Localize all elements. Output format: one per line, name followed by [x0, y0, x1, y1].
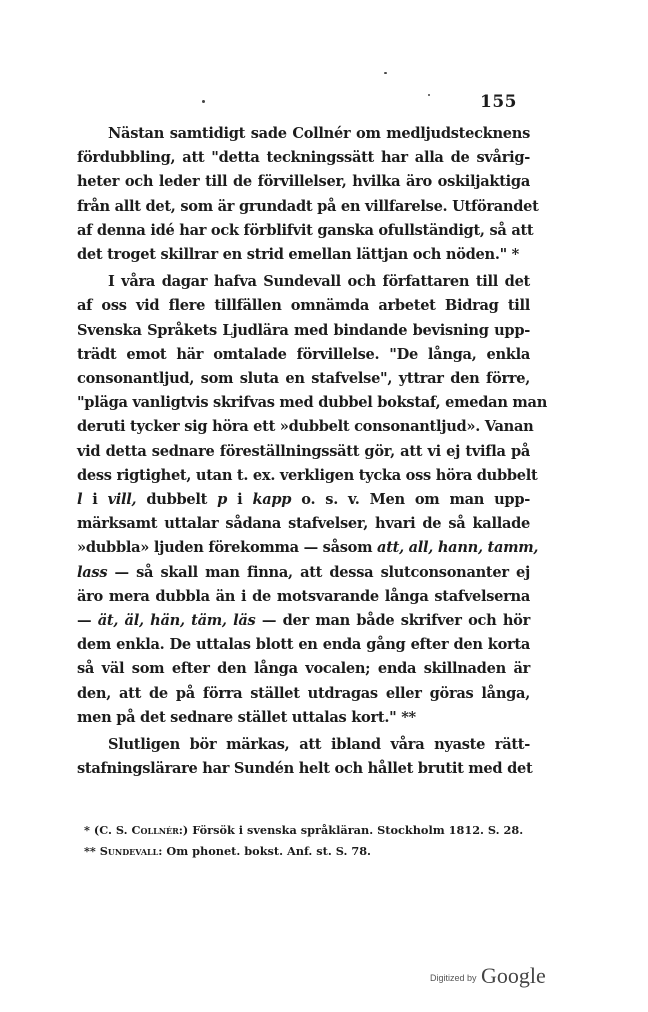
italic-word: p: [217, 491, 228, 509]
text-line: märksamt uttalar sådana stafvelser, hvari de så kallade: [77, 515, 530, 533]
text-line: äro mera dubbla än i de motsvarande långa stafvelserna: [77, 587, 530, 605]
italic-word: lass: [77, 563, 108, 581]
text-line: den, att de på förra stället utdragas eller göras långa,: [77, 684, 530, 702]
text-run: i: [227, 491, 253, 509]
text-line: [77, 561, 530, 585]
text-run: o. s. v. Men om man upp-: [291, 491, 531, 509]
text-line: fördubbling, att "detta teckningssätt har alla de svårig-: [77, 149, 530, 167]
text-line: Nästan samtidigt sade Collnér om medljudstecknens: [108, 125, 530, 142]
page-number: 155: [480, 92, 517, 112]
digitization-watermark: [430, 963, 546, 989]
footnote-mark: **: [84, 844, 96, 858]
italic-word: l: [77, 491, 83, 509]
body-text: [77, 122, 548, 781]
text-line: heter och leder till de förvillelser, hvilka äro oskiljaktiga: [77, 173, 530, 191]
footnote-2: [84, 841, 544, 862]
footnote-author: (C. S. Collnér:): [93, 823, 189, 837]
text-line: [77, 536, 539, 560]
text-line: I våra dagar hafva Sundevall och författaren till det: [108, 273, 530, 291]
ink-speck: [202, 100, 205, 103]
text-line: från allt det, som är grundadt på en villfarelse. Utförandet: [77, 197, 539, 215]
text-line: consonantljud, som sluta en stafvelse", yttrar den förre,: [77, 370, 530, 388]
ink-speck: [428, 94, 430, 96]
text-line: deruti tycker sig höra ett »dubbelt consonantljud». Vanan: [77, 418, 534, 436]
text-line: vid detta sednare föreställningssätt gör, att vi ej tvifla på: [77, 442, 530, 460]
text-run: — så skall man finna, att dessa slutconsonanter ej: [107, 563, 530, 581]
text-line: "pläga vanligtvis skrifvas med dubbel bokstaf, emedan man: [77, 394, 548, 412]
text-line: trädt emot här omtalade förvillelse. "De långa, enkla: [77, 345, 530, 363]
paragraph-2: [77, 270, 548, 730]
text-line: så väl som efter den långa vocalen; enda skillnaden är: [77, 660, 530, 678]
italic-words: ät, äl, hän, täm, läs: [97, 612, 256, 630]
paragraph-1: [77, 122, 539, 267]
footnote-1: [84, 820, 544, 841]
italic-word: kapp: [252, 491, 292, 509]
text-line: [77, 609, 530, 633]
text-line: dess rigtighet, utan t. ex. verkligen tycka oss höra dubbelt: [77, 466, 538, 484]
text-run: dubbelt: [136, 491, 218, 509]
text-line: men på det sednare stället uttalas kort." **: [77, 708, 416, 726]
footnote-text: Försök i svenska språkläran. Stockholm 1812. S. 28.: [192, 823, 524, 837]
text-run: i: [82, 491, 108, 509]
text-line: stafningslärare har Sundén helt och hållet brutit med det: [77, 760, 533, 778]
ink-speck: [384, 72, 387, 74]
footnote-author: Sundevall:: [99, 844, 163, 858]
italic-word: vill,: [107, 491, 137, 509]
footnote-mark: *: [84, 823, 90, 837]
text-line: Svenska Språkets Ljudlära med bindande bevisning upp-: [77, 321, 530, 339]
text-line: af oss vid flere tillfällen omnämda arbetet Bidrag till: [77, 297, 530, 315]
watermark-brand: Google: [480, 963, 546, 988]
watermark-prefix: Digitized by: [430, 973, 477, 983]
italic-words: att, all, hann, tamm,: [377, 539, 539, 557]
text-run: — der man både skrifver och hör: [255, 612, 531, 630]
paragraph-3: [77, 733, 533, 781]
text-line: dem enkla. De uttalas blott en enda gång efter den korta: [77, 636, 530, 654]
text-line: det troget skillrar en strid emellan lättjan och nöden." *: [77, 246, 520, 264]
text-line: af denna idé har ock förblifvit ganska ofullständigt, så att: [77, 221, 534, 239]
footnote-text: Om phonet. bokst. Anf. st. S. 78.: [166, 844, 371, 858]
text-run: —: [77, 612, 98, 630]
text-line: [77, 488, 530, 512]
text-run: »dubbla» ljuden förekomma — såsom: [77, 539, 378, 557]
footnotes: [84, 820, 544, 862]
text-line: Slutligen bör märkas, att ibland våra nyaste rätt-: [108, 736, 530, 754]
